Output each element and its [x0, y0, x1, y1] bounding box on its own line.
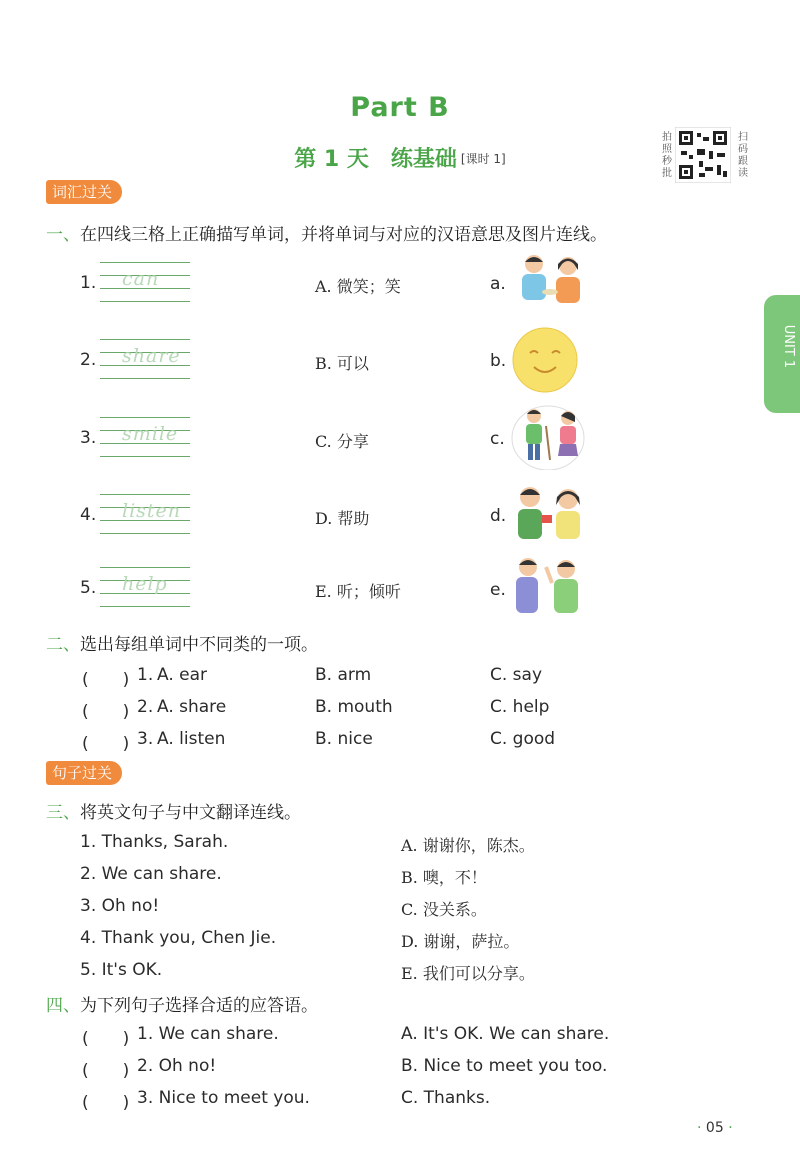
q3-english-sentence[interactable]: 4. Thank you, Chen Jie.	[80, 928, 277, 948]
sentence-section-tag: 句子过关	[46, 761, 122, 785]
qr-left-caption: 拍照秒批	[662, 132, 672, 179]
q1-title	[46, 220, 607, 245]
q4-title-text: 为下列句子选择合适的应答语。	[80, 996, 318, 1016]
q2-option-b: B. arm	[315, 665, 372, 685]
four-line-grid[interactable]	[100, 262, 190, 302]
q1-meaning: D. 帮助	[315, 509, 370, 528]
q2-title	[46, 630, 318, 655]
q2-option-b: B. mouth	[315, 697, 393, 717]
q3-chinese-translation[interactable]: D. 谢谢，萨拉。	[401, 932, 520, 951]
lesson-tag: [课时 1]	[460, 152, 506, 166]
q2-item-number: 1.	[137, 665, 154, 685]
four-line-grid[interactable]	[100, 567, 190, 607]
qr-right-caption: 扫码跟读	[738, 132, 748, 179]
q2-option-c: C. help	[490, 697, 550, 717]
q3-number: 三、	[46, 803, 80, 823]
page-number	[697, 1120, 733, 1136]
page-number-text: 05	[705, 1120, 724, 1136]
q1-row-number: 5.	[80, 578, 97, 598]
q4-title	[46, 991, 318, 1016]
q1-pic-label: b.	[490, 351, 507, 371]
four-line-grid[interactable]	[100, 494, 190, 534]
q1-title-text: 在四线三格上正确描写单词，并将单词与对应的汉语意思及图片连线。	[80, 225, 607, 245]
q3-english-sentence[interactable]: 3. Oh no!	[80, 896, 160, 916]
q1-row-number: 1.	[80, 273, 97, 293]
q3-english-sentence[interactable]: 2. We can share.	[80, 864, 222, 884]
q3-english-sentence[interactable]: 5. It's OK.	[80, 960, 163, 980]
q2-title-text: 选出每组单词中不同类的一项。	[80, 635, 318, 655]
q1-meaning: B. 可以	[315, 354, 369, 373]
q1-number: 一、	[46, 225, 80, 245]
trace-word: listen	[122, 500, 182, 522]
unit-side-tab	[764, 295, 800, 413]
q1-meaning: A. 微笑；笑	[315, 277, 401, 296]
q2-option-a: A. listen	[157, 729, 226, 749]
q4-question: 3. Nice to meet you.	[137, 1088, 310, 1108]
answer-bracket[interactable]: ( )	[82, 702, 130, 722]
q1-meaning: C. 分享	[315, 432, 369, 451]
dot-icon: ·	[728, 1120, 733, 1136]
q4-answer-option: C. Thanks.	[401, 1088, 491, 1108]
q3-chinese-translation[interactable]: A. 谢谢你，陈杰。	[401, 836, 535, 855]
trace-word: share	[122, 345, 181, 367]
q1-pic-label: e.	[490, 580, 506, 600]
q4-question: 1. We can share.	[137, 1024, 279, 1044]
q2-option-a: A. ear	[157, 665, 208, 685]
unit-tab-label: UNIT 1	[781, 324, 797, 369]
q2-item-number: 2.	[137, 697, 154, 717]
four-line-grid[interactable]	[100, 339, 190, 379]
day-title-text: 第 1 天 练基础	[294, 147, 457, 172]
q4-number: 四、	[46, 996, 80, 1016]
answer-bracket[interactable]: ( )	[82, 1061, 130, 1081]
qr-code-icon[interactable]	[675, 127, 731, 183]
q2-item-number: 3.	[137, 729, 154, 749]
trace-word: smile	[122, 423, 179, 445]
trace-word: help	[122, 573, 168, 595]
smiling-sun-picture	[510, 327, 588, 393]
boys-listening-picture	[510, 553, 588, 619]
q2-number: 二、	[46, 635, 80, 655]
answer-bracket[interactable]: ( )	[82, 734, 130, 754]
q3-title-text: 将英文句子与中文翻译连线。	[80, 803, 301, 823]
q2-option-b: B. nice	[315, 729, 373, 749]
part-title: Part B	[350, 92, 450, 123]
q1-pic-label: a.	[490, 274, 506, 294]
q1-meaning: E. 听；倾听	[315, 582, 401, 601]
q2-option-a: A. share	[157, 697, 227, 717]
q4-answer-option: A. It's OK. We can share.	[401, 1024, 610, 1044]
q3-chinese-translation[interactable]: C. 没关系。	[401, 900, 487, 919]
vocab-section-tag: 词汇过关	[46, 180, 122, 204]
answer-bracket[interactable]: ( )	[82, 1029, 130, 1049]
q4-answer-option: B. Nice to meet you too.	[401, 1056, 608, 1076]
answer-bracket[interactable]: ( )	[82, 1093, 130, 1113]
dot-icon: ·	[697, 1120, 702, 1136]
q1-pic-label: c.	[490, 429, 505, 449]
q2-option-c: C. good	[490, 729, 556, 749]
q3-title	[46, 798, 301, 823]
q2-option-c: C. say	[490, 665, 543, 685]
trace-word: can	[122, 268, 160, 290]
q1-row-number: 2.	[80, 350, 97, 370]
four-line-grid[interactable]	[100, 417, 190, 457]
q3-chinese-translation[interactable]: E. 我们可以分享。	[401, 964, 535, 983]
two-kids-sharing-food-picture	[512, 250, 590, 316]
kids-giving-gift-picture	[512, 481, 590, 547]
q1-row-number: 3.	[80, 428, 97, 448]
q1-pic-label: d.	[490, 506, 507, 526]
q3-chinese-translation[interactable]: B. 噢，不！	[401, 868, 487, 887]
q3-english-sentence[interactable]: 1. Thanks, Sarah.	[80, 832, 229, 852]
q1-row-number: 4.	[80, 505, 97, 525]
kids-with-broom-picture	[510, 404, 588, 470]
q4-question: 2. Oh no!	[137, 1056, 217, 1076]
answer-bracket[interactable]: ( )	[82, 670, 130, 690]
